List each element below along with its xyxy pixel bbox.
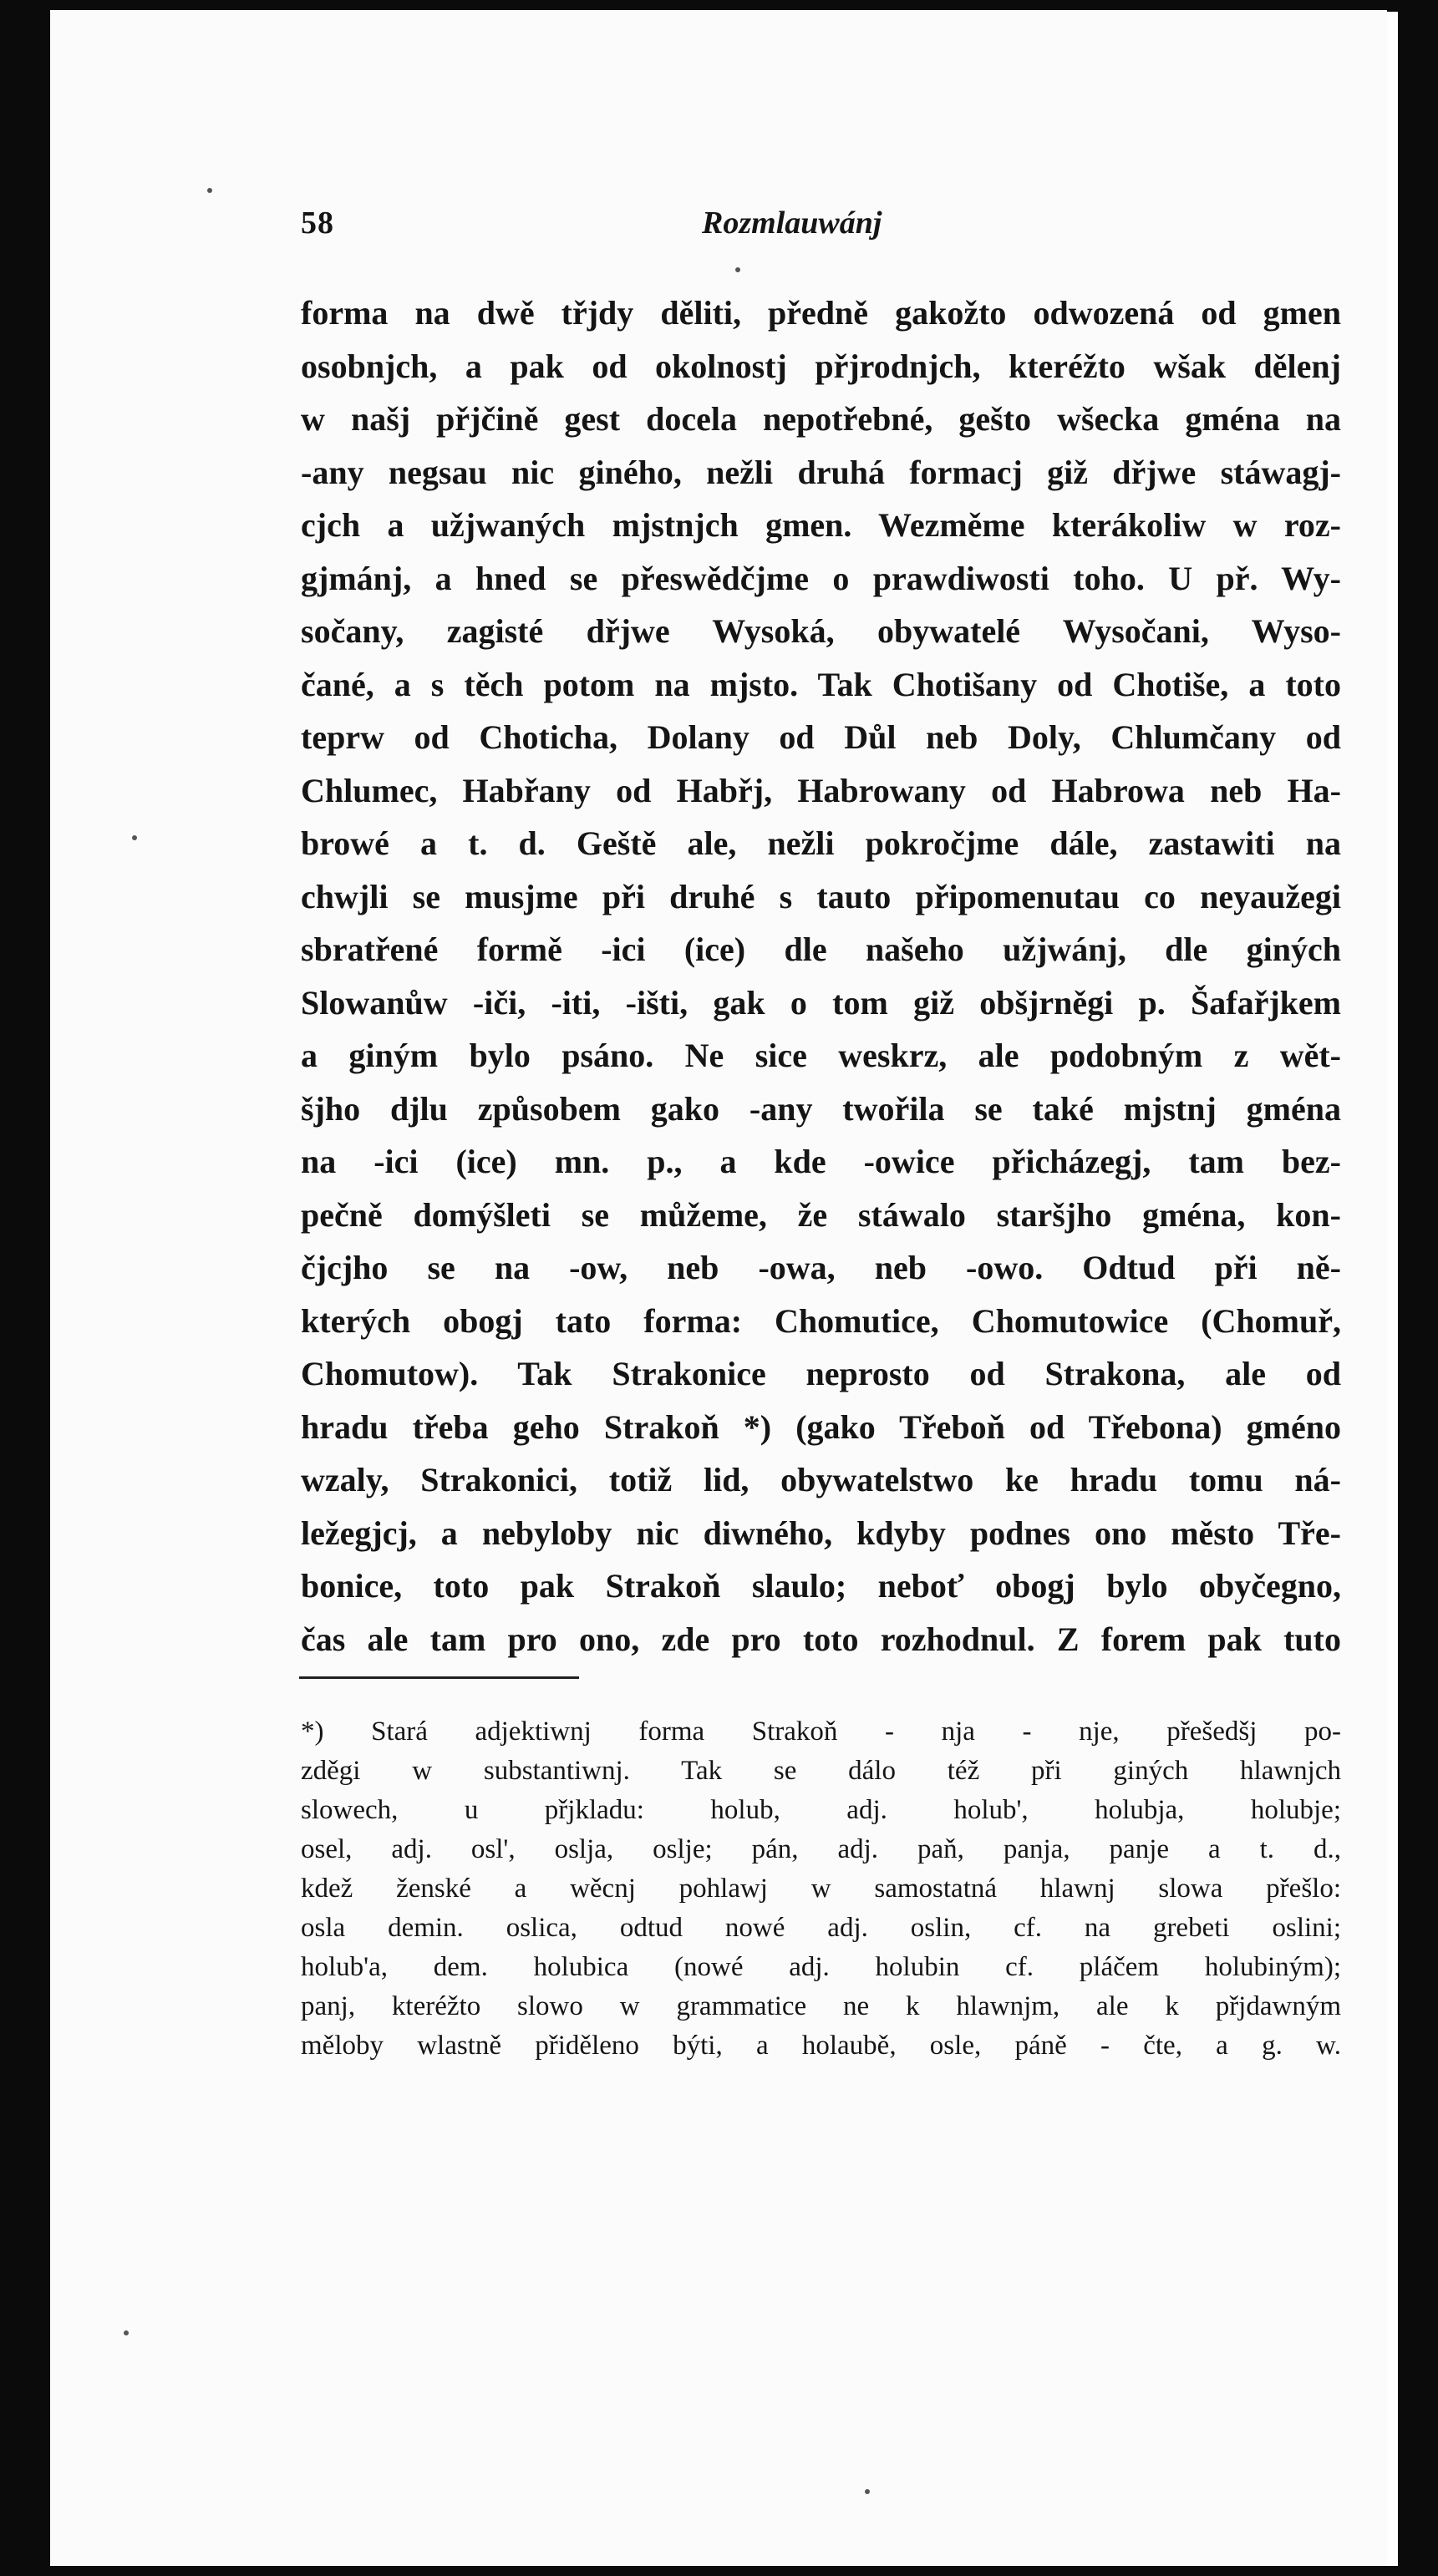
paper-speck: [735, 267, 740, 272]
text-line: sočany, zagisté dřjwe Wysoká, obywatelé Wysočani, Wyso-: [301, 612, 1341, 650]
running-title: Rozmlauwánj: [702, 205, 882, 241]
text-line: cjch a užjwaných mjstnjch gmen. Wezměme kterákoliw w roz-: [301, 506, 1341, 544]
text-line: teprw od Choticha, Dolany od Důl neb Doly, Chlumčany od: [301, 718, 1341, 756]
footnote: [301, 1712, 1341, 2066]
text-line: osobnjch, a pak od okolnostj přjrodnjch, kteréžto wšak dělenj: [301, 347, 1341, 385]
running-head: [301, 205, 1341, 255]
text-line: w našj přjčině gest docela nepotřebné, gešto wšecka gména na: [301, 400, 1341, 438]
text-line: gjmánj, a hned se přeswědčjme o prawdiwosti toho. U př. Wy-: [301, 559, 1341, 597]
footnote-line: *) Stará adjektiwnj forma Strakoň - nja - nje, přešedšj po-: [301, 1716, 1341, 1747]
text-line: hradu třeba geho Strakoň *) (gako Třeboň od Třebona) gméno: [301, 1407, 1341, 1446]
text-line: Slowanůw -iči, -iti, -išti, gak o tom giž obšjrněgi p. Šafařjkem: [301, 983, 1341, 1022]
footnote-rule: [299, 1676, 579, 1679]
text-line: na -ici (ice) mn. p., a kde -owice přicházegj, tam bez-: [301, 1143, 1341, 1180]
text-line: chwjli se musjme při druhé s tauto připomenutau co neyaužegi: [301, 877, 1341, 915]
text-line: -any negsau nic giného, nežli druhá formacj giž dřjwe stáwagj-: [301, 453, 1341, 491]
page-number: 58: [301, 205, 334, 241]
footnote-line: holub'a, dem. holubica (nowé adj. holubin cf. pláčem holubiným);: [301, 1952, 1341, 1982]
footnote-line: měloby wlastně přiděleno býti, a holaubě, osle, páně - čte, a g. w.: [301, 2031, 1341, 2061]
text-line: wzaly, Strakonici, totiž lid, obywatelstwo ke hradu tomu ná-: [301, 1461, 1341, 1498]
text-line: čas ale tam pro ono, zde pro toto rozhodnul. Z forem pak tuto: [301, 1620, 1341, 1658]
text-line: ležegjcj, a nebyloby nic diwného, kdyby podnes ono město Tře-: [301, 1514, 1341, 1552]
scan-border-bottom: [0, 2566, 1438, 2576]
text-line: browé a t. d. Geště ale, nežli pokročjme dále, zastawiti na: [301, 824, 1341, 862]
text-line: čjcjho se na -ow, neb -owa, neb -owo. Odtud při ně-: [301, 1249, 1341, 1286]
footnote-line: panj, kteréžto slowo w grammatice ne k hlawnjm, ale k přjdawným: [301, 1991, 1341, 2021]
text-line: Chomutow). Tak Strakonice neprosto od Strakona, ale od: [301, 1355, 1341, 1392]
footnote-line: kdež ženské a wěcnj pohlawj w samostatná hlawnj slowa přešlo:: [301, 1874, 1341, 1904]
footnote-line: slowech, u přjkladu: holub, adj. holub', holubja, holubje;: [301, 1795, 1341, 1825]
footnote-line: osla demin. oslica, odtud nowé adj. oslin, cf. na grebeti oslini;: [301, 1913, 1341, 1943]
text-line: a giným bylo psáno. Ne sice weskrz, ale podobným z wět-: [301, 1037, 1341, 1074]
body-text: [301, 287, 1341, 1666]
text-line: kterých obogj tato forma: Chomutice, Chomutowice (Chomuř,: [301, 1301, 1341, 1340]
footnote-line: zděgi w substantiwnj. Tak se dálo též při giných hlawnjch: [301, 1756, 1341, 1786]
text-line: forma na dwě třjdy děliti, předně gakožto odwozená od gmen: [301, 294, 1341, 332]
footnote-line: osel, adj. osl', oslja, oslje; pán, adj. paň, panja, panje a t. d.,: [301, 1834, 1341, 1864]
text-line: šjho djlu způsobem gako -any twořila se také mjstnj gména: [301, 1089, 1341, 1128]
paper-speck: [124, 2330, 129, 2335]
paper-speck: [865, 2489, 870, 2494]
paper-speck: [207, 188, 212, 193]
text-line: bonice, toto pak Strakoň slaulo; neboť obogj bylo obyčegno,: [301, 1567, 1341, 1605]
text-line: sbratřené formě -ici (ice) dle našeho užjwánj, dle giných: [301, 931, 1341, 968]
paper-speck: [132, 835, 137, 840]
text-line: pečně domýšleti se můžeme, že stáwalo staršjho gména, kon-: [301, 1195, 1341, 1234]
text-line: Chlumec, Habřany od Habřj, Habrowany od Habrowa neb Ha-: [301, 771, 1341, 809]
scan-border-left: [0, 0, 50, 2576]
text-line: čané, a s těch potom na mjsto. Tak Chotišany od Chotiše, a toto: [301, 665, 1341, 703]
scan-border-right: [1398, 0, 1438, 2576]
